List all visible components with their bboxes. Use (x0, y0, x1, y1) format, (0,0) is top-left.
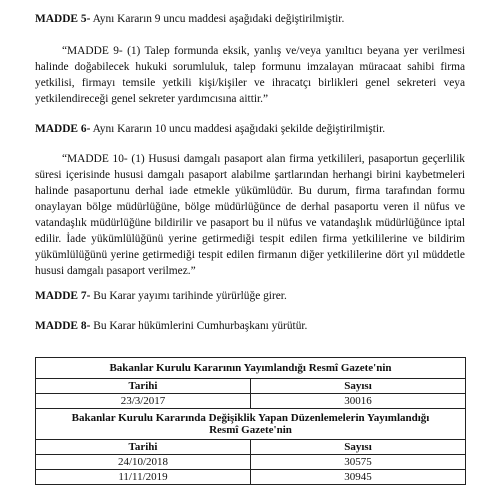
table-row (36, 455, 466, 470)
issue-column-header: Sayısı (251, 440, 466, 455)
gazette-table (35, 357, 466, 485)
madde-7-text: Bu Karar yayımı tarihinde yürürlüğe girer. (93, 290, 287, 302)
issue-cell: 30016 (251, 394, 466, 409)
issue-column-header: Sayısı (251, 379, 466, 394)
gazette-table-title: Bakanlar Kurulu Kararının Yayımlandığı Resmî Gazete'nin (36, 358, 466, 379)
date-cell: 23/3/2017 (36, 394, 251, 409)
date-cell: 11/11/2019 (36, 470, 251, 485)
madde-8-text: Bu Karar hükümlerini Cumhurbaşkanı yürütür. (93, 320, 308, 332)
madde-7-paragraph (35, 288, 465, 304)
date-column-header: Tarihi (36, 440, 251, 455)
madde-6-intro: Aynı Kararın 10 uncu maddesi aşağıdaki şekilde değiştirilmiştir. (92, 123, 386, 135)
amendments-title (36, 409, 466, 440)
madde-6-label: MADDE 6- (35, 123, 91, 135)
madde-5-heading (35, 11, 465, 27)
table-row (36, 394, 466, 409)
madde-6-quote: “MADDE 10- (1) Hususi damgalı pasaport alan firma yetkilileri, pasaportun geçerlilik süresi içerisinde hususi damgalı pasaport alabilme şartlarından herhangi birini kaybetmeleri halinde pasaportunu derhal iade etmekle yükümlüdür. Bu durum, firma tarafından formu onaylayan bölge müdürlüğüne, bölge müdürlüğünce de derhal pasaportu veren il nüfus ve vatandaşlık müdürlüğüne bildirilir ve pasaport bu il nüfus ve vatandaşlık müdürlüğünce iptal edilir. İade yükümlülüğünü yerine getirmediği tespit edilen firma yetkililerine ve bildirim yükümlülüğünü yerine getirmediği tespit edilen firmanın diğer yetkililerine dört yıl müddetle hususi damgalı pasaport verilmez.” (35, 153, 465, 277)
date-column-header: Tarihi (36, 379, 251, 394)
madde-5-quote: “MADDE 9- (1) Talep formunda eksik, yanlış ve/veya yanıltıcı beyana yer verilmesi halinde doğabilecek hukuki sorumluluk, talep formunu imzalayan müracaat sahibi firma yetkilisi, firmayı temsile yetkili kişi/kişiler ve ihracatçı birlikleri genel sekreteri veya yetkilendireceği genel sekreter yardımcısına aittir.” (35, 45, 465, 105)
madde-8-paragraph (35, 318, 465, 334)
madde-7-label: MADDE 7- (35, 290, 91, 302)
issue-cell: 30945 (251, 470, 466, 485)
amendments-title-line-1: Bakanlar Kurulu Kararında Değişiklik Yapan Düzenlemelerin Yayımlandığı (71, 412, 430, 424)
issue-cell: 30575 (251, 455, 466, 470)
date-cell: 24/10/2018 (36, 455, 251, 470)
madde-6-heading (35, 121, 465, 137)
madde-5-intro: Aynı Kararın 9 uncu maddesi aşağıdaki değiştirilmiştir. (92, 13, 345, 25)
amendments-title-line-2: Resmî Gazete'nin (209, 424, 292, 436)
madde-8-label: MADDE 8- (35, 320, 91, 332)
madde-5-label: MADDE 5- (35, 13, 91, 25)
table-row (36, 470, 466, 485)
